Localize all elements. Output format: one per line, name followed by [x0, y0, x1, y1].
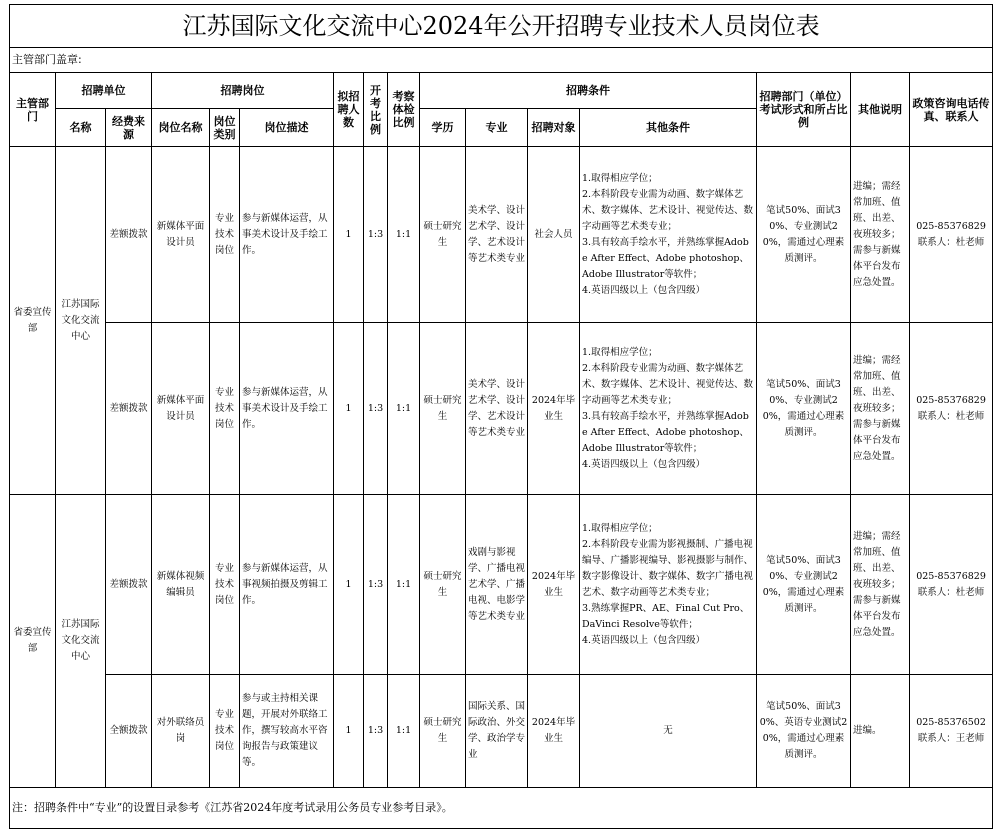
- exam-form-cell: 笔试50%、面试30%、英语专业测试20%，需通过心理素质测评。: [757, 675, 851, 788]
- header-unit: 招聘单位: [56, 73, 152, 109]
- dept-cell: 省委宣传部: [10, 147, 56, 495]
- ratio-cell: 1:3: [364, 147, 388, 323]
- post-desc-cell: 参与新媒体运营，从事视频拍摄及剪辑工作。: [240, 495, 334, 675]
- count-cell: 1: [334, 147, 364, 323]
- table-row: [10, 675, 993, 788]
- table-row: [10, 147, 993, 323]
- header-ratio: 开考比例: [364, 73, 388, 147]
- recruitment-table: [9, 4, 993, 829]
- condition-line: 2.本科阶段专业需为动画、数字媒体艺术、数字媒体、艺术设计、视觉传达、数字动画等艺术类专业；: [582, 188, 754, 232]
- header-post-desc: 岗位描述: [240, 109, 334, 147]
- exam-form-cell: 笔试50%、面试30%、专业测试20%，需通过心理素质测评。: [757, 495, 851, 675]
- recruitment-table-document: [9, 4, 992, 829]
- header-unit-name: 名称: [56, 109, 106, 147]
- condition-line: 无: [663, 725, 673, 736]
- funding-cell: 差额拨款: [106, 495, 152, 675]
- header-conditions: 招聘条件: [420, 73, 757, 109]
- header-target: 招聘对象: [528, 109, 580, 147]
- post-name-cell: 新媒体视频编辑员: [152, 495, 210, 675]
- contact-person: 联系人：杜老师: [917, 236, 985, 248]
- post-type-cell: 专业技术岗位: [210, 675, 240, 788]
- contact-cell: [910, 323, 993, 495]
- dept-cell: 省委宣传部: [10, 495, 56, 788]
- target-cell: 社会人员: [528, 147, 580, 323]
- post-type-cell: 专业技术岗位: [210, 323, 240, 495]
- remark-cell: 进编。: [851, 675, 910, 788]
- contact-cell: [910, 675, 993, 788]
- header-post: 招聘岗位: [152, 73, 334, 109]
- exam-ratio-cell: 1:1: [388, 147, 420, 323]
- ratio-cell: 1:3: [364, 675, 388, 788]
- other-conditions-cell: [580, 323, 757, 495]
- condition-line: 1.取得相应学位；: [582, 522, 658, 534]
- count-cell: 1: [334, 323, 364, 495]
- contact-person: 联系人：杜老师: [917, 586, 985, 598]
- seal-label: 主管部门盖章:: [10, 48, 993, 73]
- post-name-cell: 新媒体平面设计员: [152, 147, 210, 323]
- unit-name-cell: 江苏国际文化交流中心: [56, 147, 106, 495]
- major-cell: 美术学、设计艺术学、设计学、艺术设计等艺术类专业: [466, 147, 528, 323]
- exam-ratio-cell: 1:1: [388, 675, 420, 788]
- header-funding: 经费来源: [106, 109, 152, 147]
- funding-cell: 差额拨款: [106, 147, 152, 323]
- post-desc-cell: 参与或主持相关课题，开展对外联络工作，撰写较高水平咨询报告与政策建议等。: [240, 675, 334, 788]
- target-cell: 2024年毕业生: [528, 495, 580, 675]
- edu-cell: 硕士研究生: [420, 495, 466, 675]
- contact-cell: [910, 147, 993, 323]
- target-cell: 2024年毕业生: [528, 323, 580, 495]
- contact-phone: 025-85376829: [916, 394, 986, 406]
- header-exam-ratio: 考察体检比例: [388, 73, 420, 147]
- header-dept: 主管部门: [10, 73, 56, 147]
- condition-line: 1.取得相应学位；: [582, 346, 658, 358]
- table-row: [10, 323, 993, 495]
- header-remark: 其他说明: [851, 73, 910, 147]
- major-cell: 国际关系、国际政治、外交学、政治学专业: [466, 675, 528, 788]
- contact-cell: [910, 495, 993, 675]
- contact-phone: 025-85376829: [916, 220, 986, 232]
- table-row: [10, 495, 993, 675]
- contact-phone: 025-85376502: [916, 717, 986, 728]
- contact-phone: 025-85376829: [916, 570, 986, 582]
- ratio-cell: 1:3: [364, 323, 388, 495]
- contact-person: 联系人：王老师: [917, 733, 985, 744]
- condition-line: 3.具有较高手绘水平，并熟练掌握Adobe After Effect、Adobe photoshop、Adobe Illustrator等软件；: [582, 410, 749, 454]
- condition-line: 4.英语四级以上（包含四级）: [582, 458, 706, 470]
- remark-cell: 进编；需经常加班、值班、出差、夜班较多；需参与新媒体平台发布应急处置。: [851, 323, 910, 495]
- condition-line: 4.英语四级以上（包含四级）: [582, 284, 706, 296]
- target-cell: 2024年毕业生: [528, 675, 580, 788]
- edu-cell: 硕士研究生: [420, 147, 466, 323]
- remark-cell: 进编；需经常加班、值班、出差、夜班较多；需参与新媒体平台发布应急处置。: [851, 147, 910, 323]
- condition-line: 3.熟练掌握PR、AE、Final Cut Pro、DaVinci Resolve等软件；: [582, 602, 750, 630]
- page-title: 江苏国际文化交流中心2024年公开招聘专业技术人员岗位表: [10, 5, 993, 48]
- unit-name-cell: 江苏国际文化交流中心: [56, 495, 106, 788]
- header-major: 专业: [466, 109, 528, 147]
- ratio-cell: 1:3: [364, 495, 388, 675]
- header-other-cond: 其他条件: [580, 109, 757, 147]
- count-cell: 1: [334, 675, 364, 788]
- other-conditions-cell: [580, 675, 757, 788]
- condition-line: 4.英语四级以上（包含四级）: [582, 634, 706, 646]
- header-post-name: 岗位名称: [152, 109, 210, 147]
- header-count: 拟招聘人数: [334, 73, 364, 147]
- contact-person: 联系人：杜老师: [917, 410, 985, 422]
- header-post-type: 岗位类别: [210, 109, 240, 147]
- post-name-cell: 对外联络员岗: [152, 675, 210, 788]
- header-contact: 政策咨询电话传真、联系人: [910, 73, 993, 147]
- exam-ratio-cell: 1:1: [388, 323, 420, 495]
- condition-line: 3.具有较高手绘水平，并熟练掌握Adobe After Effect、Adobe photoshop、Adobe Illustrator等软件；: [582, 236, 749, 280]
- major-cell: 美术学、设计艺术学、设计学、艺术设计等艺术类专业: [466, 323, 528, 495]
- header-edu: 学历: [420, 109, 466, 147]
- major-cell: 戏剧与影视学、广播电视艺术学、广播电视、电影学等艺术类专业: [466, 495, 528, 675]
- post-type-cell: 专业技术岗位: [210, 147, 240, 323]
- condition-line: 1.取得相应学位；: [582, 172, 658, 184]
- count-cell: 1: [334, 495, 364, 675]
- condition-line: 2.本科阶段专业需为影视摄制、广播电视编导、广播影视编导、影视摄影与制作、数字影像设计、数字媒体、数字广播电视艺术、数字动画等艺术类专业；: [582, 538, 754, 598]
- exam-ratio-cell: 1:1: [388, 495, 420, 675]
- edu-cell: 硕士研究生: [420, 323, 466, 495]
- header-exam: 招聘部门（单位）考试形式和所占比例: [757, 73, 851, 147]
- other-conditions-cell: [580, 147, 757, 323]
- remark-cell: 进编；需经常加班、值班、出差、夜班较多；需参与新媒体平台发布应急处置。: [851, 495, 910, 675]
- post-desc-cell: 参与新媒体运营，从事美术设计及手绘工作。: [240, 323, 334, 495]
- post-type-cell: 专业技术岗位: [210, 495, 240, 675]
- funding-cell: 差额拨款: [106, 323, 152, 495]
- exam-form-cell: 笔试50%、面试30%、专业测试20%，需通过心理素质测评。: [757, 147, 851, 323]
- edu-cell: 硕士研究生: [420, 675, 466, 788]
- condition-line: 2.本科阶段专业需为动画、数字媒体艺术、数字媒体、艺术设计、视觉传达、数字动画等艺术类专业；: [582, 362, 754, 406]
- post-name-cell: 新媒体平面设计员: [152, 323, 210, 495]
- footnote: 注：招聘条件中“专业”的设置目录参考《江苏省2024年度考试录用公务员专业参考目录》。: [10, 788, 993, 829]
- post-desc-cell: 参与新媒体运营，从事美术设计及手绘工作。: [240, 147, 334, 323]
- funding-cell: 全额拨款: [106, 675, 152, 788]
- other-conditions-cell: [580, 495, 757, 675]
- exam-form-cell: 笔试50%、面试30%、专业测试20%，需通过心理素质测评。: [757, 323, 851, 495]
